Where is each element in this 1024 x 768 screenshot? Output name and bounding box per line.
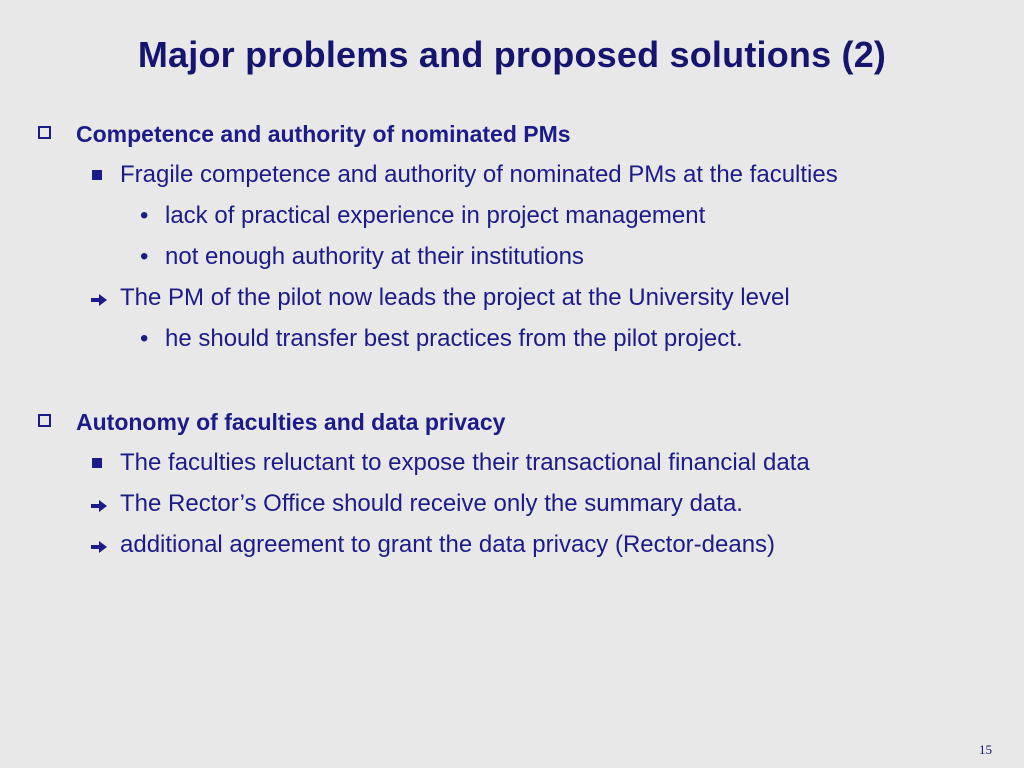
sub-bullet-not-enough-authority: not enough authority at their institutions — [165, 243, 584, 270]
slide-title: Major problems and proposed solutions (2) — [137, 34, 887, 75]
section-heading-autonomy: Autonomy of faculties and data privacy — [76, 409, 506, 435]
dot-bullet-icon: • — [140, 325, 149, 352]
arrow-bullet-icon — [90, 498, 108, 514]
arrow-bullet-pm-pilot: The PM of the pilot now leads the project at the University level — [120, 284, 790, 311]
dot-bullet-icon: • — [140, 243, 149, 270]
sub-bullet-lack-experience: lack of practical experience in project management — [165, 202, 706, 229]
dot-bullet-icon: • — [140, 202, 149, 229]
sub-bullet-transfer-practices: he should transfer best practices from the pilot project. — [165, 325, 743, 352]
arrow-bullet-rectors-office: The Rector’s Office should receive only the summary data. — [120, 490, 743, 517]
square-bullet-icon — [92, 458, 102, 468]
bullet-fragile-competence: Fragile competence and authority of nominated PMs at the faculties — [120, 161, 838, 188]
page-number: 15 — [979, 742, 992, 757]
arrow-bullet-data-privacy-agreement: additional agreement to grant the data privacy (Rector-deans) — [120, 531, 776, 558]
square-bullet-icon — [92, 170, 102, 180]
checkbox-bullet-icon — [38, 414, 51, 427]
section-heading-competence: Competence and authority of nominated PMs — [76, 121, 571, 147]
bullet-faculties-reluctant: The faculties reluctant to expose their transactional financial data — [120, 449, 810, 476]
checkbox-bullet-icon — [38, 126, 51, 139]
arrow-bullet-icon — [90, 292, 108, 308]
arrow-bullet-icon — [90, 539, 108, 555]
